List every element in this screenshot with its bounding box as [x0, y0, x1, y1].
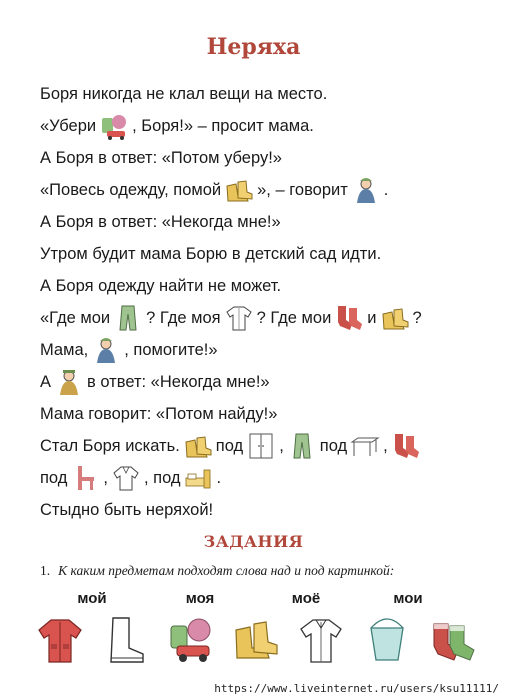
bed-icon: [184, 464, 214, 492]
source-url: https://www.liveinternet.ru/users/ksu11111/: [214, 682, 499, 695]
story-text-segment: », – говорит: [257, 180, 348, 199]
story-line: [40, 398, 490, 430]
story-text-segment: Мама говорит: «Потом найду!»: [40, 404, 278, 423]
story-text-segment: под: [319, 436, 348, 455]
story-text-segment: , Боря!» – просит мама.: [132, 116, 314, 135]
page-title: Неряха: [206, 34, 301, 60]
story-text-segment: ? Где мои: [256, 308, 332, 327]
story-line: [40, 366, 490, 398]
task-number: 1.: [40, 563, 51, 578]
shirt-icon: [224, 304, 254, 332]
story-line: [40, 430, 490, 462]
story-text-segment: ? Где моя: [146, 308, 221, 327]
boots-icon: [232, 614, 280, 666]
task-question: [40, 563, 500, 579]
story-line: [40, 494, 490, 526]
story-line: [40, 174, 490, 206]
story-text-segment: «Повесь одежду, помой: [40, 180, 222, 199]
story-text-segment: Стыдно быть неряхой!: [40, 500, 214, 519]
jacket-icon: [111, 464, 141, 492]
story-text-segment: , под: [143, 468, 181, 487]
story-text-segment: ,: [279, 436, 284, 455]
story-text-segment: Утром будит мама Борю в детский сад идти.: [40, 244, 382, 263]
story-text-segment: А Боря одежду найти не может.: [40, 276, 282, 295]
story-text-segment: Боря никогда не клал вещи на место.: [40, 84, 328, 103]
word-moi-plural: мои: [393, 590, 423, 607]
pronoun-words: [0, 590, 507, 612]
grandpa-icon: [54, 368, 84, 396]
story-text-segment: под: [215, 436, 244, 455]
story-line: [40, 334, 490, 366]
story-text-segment: , помогите!»: [124, 340, 218, 359]
story-line: [40, 110, 490, 142]
story-text-segment: А: [40, 372, 52, 391]
story-text-segment: ,: [383, 436, 388, 455]
story-text-segment: «Где мои: [40, 308, 111, 327]
story-text-segment: «Убери: [40, 116, 97, 135]
pants-icon: [287, 432, 317, 460]
task-question-text: К каким предметам подходят слова над и под картинкой:: [58, 563, 395, 578]
story-text-segment: под: [40, 468, 68, 487]
chair-icon: [70, 464, 100, 492]
word-moyo: моё: [291, 590, 321, 607]
pants-icon: [113, 304, 143, 332]
story-text-segment: ,: [103, 468, 108, 487]
story-line: [40, 142, 490, 174]
story-text-segment: Стал Боря искать.: [40, 436, 180, 455]
table-icon: [350, 432, 380, 460]
story-text: [40, 78, 490, 526]
story-line: [40, 238, 490, 270]
jacket-icon: [36, 614, 84, 666]
socks-icon: [428, 614, 476, 666]
word-moi: мой: [77, 590, 107, 607]
grandma-icon: [351, 176, 381, 204]
word-moya: моя: [185, 590, 215, 607]
story-line: [40, 270, 490, 302]
story-text-segment: и: [367, 308, 377, 327]
story-text-segment: А Боря в ответ: «Некогда мне!»: [40, 212, 281, 231]
task-pictures: [36, 614, 476, 670]
story-text-segment: Мама,: [40, 340, 89, 359]
socks-icon: [391, 432, 421, 460]
toys-icon: [99, 112, 129, 140]
boots-icon: [224, 176, 254, 204]
shirt-icon: [297, 614, 345, 666]
story-text-segment: А Боря в ответ: «Потом уберу!»: [40, 148, 282, 167]
boots-icon: [380, 304, 410, 332]
bucket-icon: [363, 614, 411, 666]
story-text-segment: ?: [412, 308, 422, 327]
story-line: [40, 302, 490, 334]
story-text-segment: .: [383, 180, 389, 199]
story-text-segment: в ответ: «Некогда мне!»: [87, 372, 270, 391]
story-line: [40, 206, 490, 238]
socks-icon: [334, 304, 364, 332]
story-text-segment: .: [216, 468, 222, 487]
tasks-heading: ЗАДАНИЯ: [203, 532, 304, 551]
story-line: [40, 462, 490, 494]
high-boot-icon: [101, 614, 149, 666]
toys-icon: [167, 614, 215, 666]
story-line: [40, 78, 490, 110]
wardrobe-icon: [246, 432, 276, 460]
grandma-icon: [91, 336, 121, 364]
boots-icon: [183, 432, 213, 460]
